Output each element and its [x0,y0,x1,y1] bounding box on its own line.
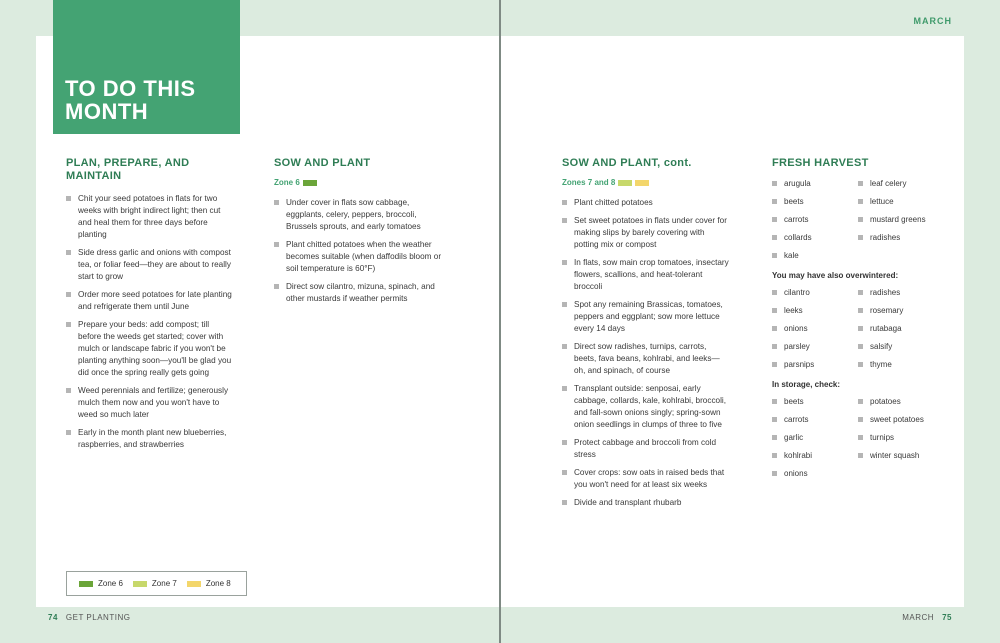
legend-label: Zone 7 [151,579,177,588]
task-item: Cover crops: sow oats in raised beds that you won't need for at least six weeks [562,467,730,491]
task-item: Side dress garlic and onions with compost tea, or foliar feed—they are about to really start to grow [66,247,234,283]
task-item: Spot any remaining Brassicas, tomatoes, peppers and eggplant; sow more lettuce every 14 days [562,299,730,335]
harvest-item: arugula [772,179,858,189]
harvest-item: beets [772,397,858,407]
harvest-item: turnips [858,433,948,443]
harvest-item: salsify [858,342,948,352]
footer-section-left: GET PLANTING [65,613,131,622]
fresh-grid [772,179,952,269]
legend-label: Zone 8 [205,579,231,588]
harvest-item: rosemary [858,306,948,316]
task-item: Weed perennials and fertilize; generously mulch them now and you won't have to weed so much later [66,385,234,421]
zone-6-swatch [79,581,93,587]
fresh-list-right [858,179,948,269]
harvest-item: rutabaga [858,324,948,334]
task-item: Divide and transplant rhubarb [562,497,730,509]
task-item: Order more seed potatoes for late planting and refrigerate them until June [66,289,234,313]
task-item: Transplant outside: senposai, early cabbage, collards, kale, kohlrabi, broccoli, and fall-sown onions singly; spring-sown onion seedlings in clumps of three to five [562,383,730,431]
footer-right [902,613,952,622]
harvest-item: carrots [772,415,858,425]
legend-item [187,579,231,588]
harvest-heading: FRESH HARVEST [772,157,869,169]
sow-cont-list [562,197,730,509]
page-number-right: 75 [942,613,952,622]
zone-label [274,178,442,187]
overwintered-heading: You may have also overwintered: [772,271,899,280]
harvest-column [772,157,952,487]
page-number-left: 74 [48,613,58,622]
zone-6-swatch [303,180,317,186]
harvest-item: garlic [772,433,858,443]
zone-7-swatch [133,581,147,587]
harvest-item: mustard greens [858,215,948,225]
overwintered-grid [772,288,952,378]
harvest-item: cilantro [772,288,858,298]
task-item: Plant chitted potatoes when the weather becomes suitable (when daffodils bloom or soil temperature is 60°F) [274,239,442,275]
sow-list [274,197,442,305]
sow-cont-heading: SOW AND PLANT, cont. [562,157,692,169]
task-item: Set sweet potatoes in flats under cover for making slips by barely covering with potting mix or compost [562,215,730,251]
task-item: Under cover in flats sow cabbage, eggplants, celery, peppers, broccoli, Brussels sprouts, and early tomatoes [274,197,442,233]
plan-list [66,193,234,451]
legend-item [79,579,123,588]
task-item: Prepare your beds: add compost; till before the weeds get started; cover with mulch or landscape fabric if you won't be planting anything soon—you'll be glad you did once the spring really gets going [66,319,234,379]
zone-label-text: Zone 6 [274,178,300,187]
zone-8-swatch [187,581,201,587]
harvest-item: leaf celery [858,179,948,189]
harvest-item: carrots [772,215,858,225]
storage-list-right [858,397,948,487]
overwintered-list-left [772,288,858,378]
zone-7-swatch [618,180,632,186]
plan-heading: PLAN, PREPARE, AND MAINTAIN [66,157,190,182]
harvest-item: sweet potatoes [858,415,948,425]
footer-left [48,613,130,622]
zone-8-swatch [635,180,649,186]
fresh-list-left [772,179,858,269]
harvest-item: onions [772,324,858,334]
task-item: In flats, sow main crop tomatoes, insectary flowers, scallions, and heat-tolerant broccoli [562,257,730,293]
task-item: Protect cabbage and broccoli from cold stress [562,437,730,461]
zone-legend [66,571,247,596]
zone-label-text: Zones 7 and 8 [562,178,616,187]
storage-list-left [772,397,858,487]
legend-label: Zone 6 [98,579,123,588]
task-item: Direct sow radishes, turnips, carrots, beets, fava beans, kohlrabi, and leeks—oh, and spinach, of course [562,341,730,377]
harvest-item: beets [772,197,858,207]
harvest-item: kale [772,251,858,261]
running-header: MARCH [913,16,952,26]
task-item: Direct sow cilantro, mizuna, spinach, and other mustards if weather permits [274,281,442,305]
harvest-item: onions [772,469,858,479]
harvest-item: potatoes [858,397,948,407]
harvest-item: thyme [858,360,948,370]
task-item: Chit your seed potatoes in flats for two weeks with bright indirect light; then cut and heal them for three days before planting [66,193,234,241]
overwintered-list-right [858,288,948,378]
title-block [53,0,240,134]
harvest-item: winter squash [858,451,948,461]
legend-item [133,579,177,588]
sow-column [274,157,442,311]
plan-column [66,157,234,457]
task-item: Early in the month plant new blueberries, raspberries, and strawberries [66,427,234,451]
page-title: TO DO THIS MONTH [65,76,196,124]
harvest-item: radishes [858,288,948,298]
task-item: Plant chitted potatoes [562,197,730,209]
sow-cont-column [562,157,730,515]
harvest-item: parsley [772,342,858,352]
zone-label [562,178,730,187]
harvest-item: parsnips [772,360,858,370]
footer-section-right: MARCH [902,613,935,622]
book-spine [499,0,501,643]
harvest-item: radishes [858,233,948,243]
storage-grid [772,397,952,487]
harvest-item: collards [772,233,858,243]
harvest-item: lettuce [858,197,948,207]
harvest-item: kohlrabi [772,451,858,461]
harvest-item: leeks [772,306,858,316]
storage-heading: In storage, check: [772,380,841,389]
sow-heading: SOW AND PLANT [274,157,371,169]
